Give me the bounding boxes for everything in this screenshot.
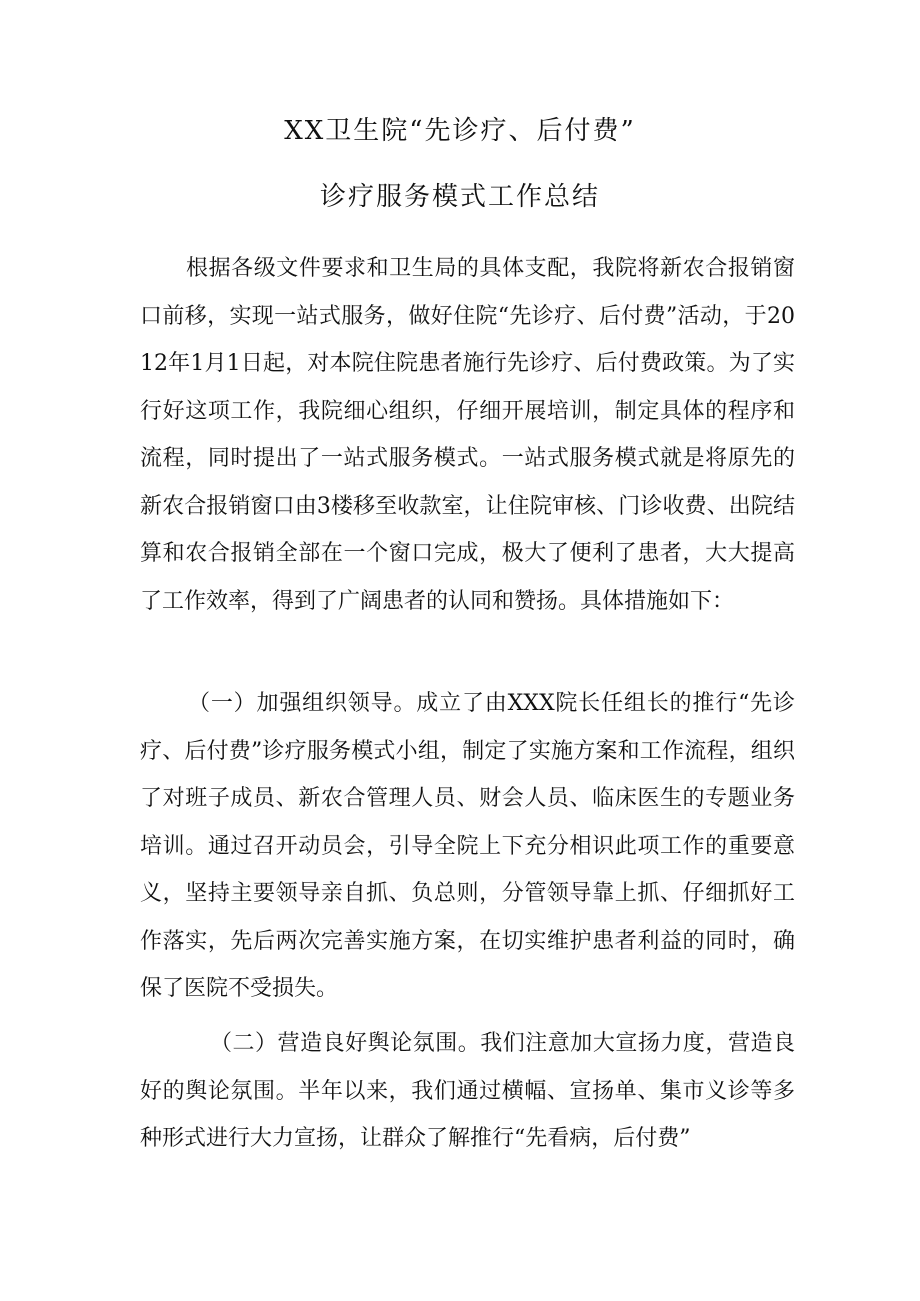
paragraph-intro: 根据各级文件要求和卫生局的具体支配，我院将新农合报销窗口前移，实现一站式服务，做好住院“先诊疗、后付费”活动，于2012年1月1日起，对本院住院患者施行先诊疗、后付费政策。为了实行好这项工作，我院细心组织，仔细开展培训，制定具体的程序和流程，同时提出了一站式服务模式。一站式服务模式就是将原先的新农合报销窗口由3楼移至收款室，让住院审核、门诊收费、出院结算和农合报销全部在一个窗口完成，极大了便利了患者，大大提高了工作效率，得到了广阔患者的认同和赞扬。具体措施如下： bbox=[140, 256, 795, 614]
paragraph-block-2 bbox=[140, 680, 795, 1013]
document-title-line1: XX卫生院“先诊疗、后付费” bbox=[284, 116, 636, 146]
paragraph-section-2: （二）营造良好舆论氛围。我们注意加大宣扬力度，营造良好的舆论氛围。半年以来，我们通过横幅、宣扬单、集市义诊等多种形式进行大力宣扬，让群众了解推行“先看病，后付费” bbox=[140, 1031, 795, 1151]
paragraph-section-1: （一）加强组织领导。成立了由XXX院长任组长的推行“先诊疗、后付费”诊疗服务模式小组，制定了实施方案和工作流程，组织了对班子成员、新农合管理人员、财会人员、临床医生的专题业务培训。通过召开动员会，引导全院上下充分相识此项工作的重要意义，坚持主要领导亲自抓、负总则，分管领导靠上抓、仔细抓好工作落实，先后两次完善实施方案，在切实维护患者利益的同时，确保了医院不受损失。 bbox=[140, 691, 795, 1001]
paragraph-block-1 bbox=[140, 245, 795, 625]
paragraph-block-3 bbox=[140, 1020, 795, 1163]
document-title-line2: 诊疗服务模式工作总结 bbox=[319, 182, 600, 212]
